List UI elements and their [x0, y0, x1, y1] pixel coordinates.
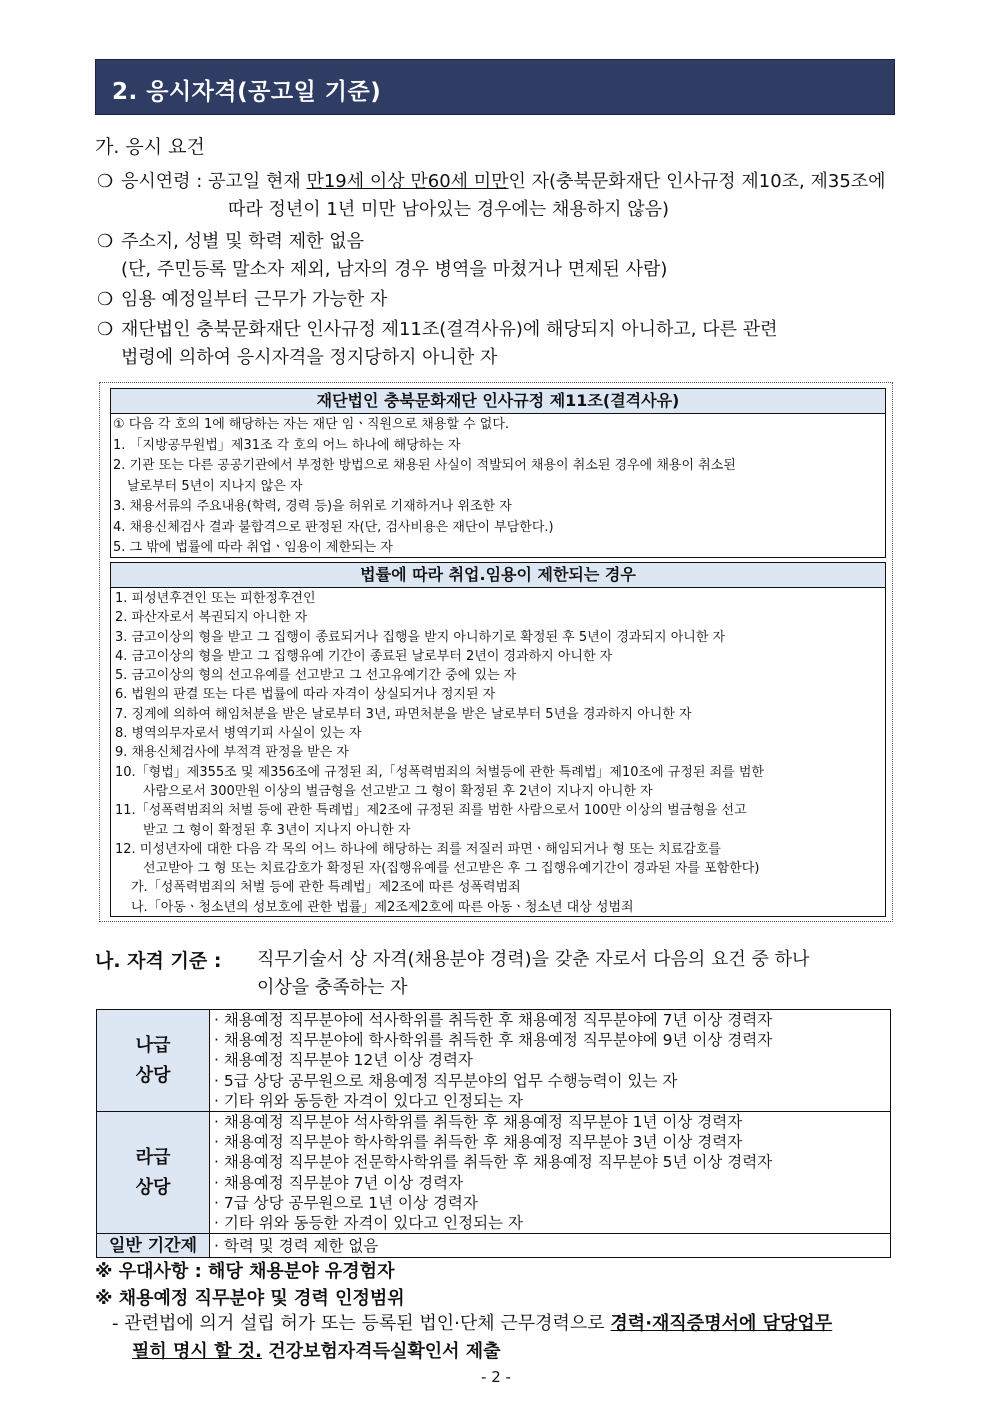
- box2-line: 가.「성폭력범죄의 처벌 등에 관한 특례법」제2조에 따른 성폭력범죄: [131, 880, 521, 896]
- requirement-age: ❍ 응시연령 : 공고일 현재 만19세 이상 만60세 미만인 자(충북문화재단 인사규정 제10조, 제35조에 따라 정년이 1년 미만 남아있는 경우에는 채용하지 않음): [97, 168, 897, 224]
- requirement-no-restriction: ❍ 주소지, 성별 및 학력 제한 없음 (단, 주민등록 말소자 제외, 남자의 경우 병역을 마쳤거나 면제된 사람): [97, 228, 897, 284]
- criteria-cell: · 채용예정 직무분야에 석사학위를 취득한 후 채용예정 직무분야에 7년 이상 경력자 · 채용예정 직무분야에 학사학위를 취득한 후 채용예정 직무분야에 9년 이상 경력자 · 채용예정 직무분야 12년 이상 경력자 · 5급 상당 공무원으로 채용예정 직무분야의 업무 수행능력이 있는 자 · 기타 위와 동등한 자격이 있다고 인정되는 자: [210, 1010, 891, 1112]
- box2-line: 6. 법원의 판결 또는 다른 법률에 따라 자격이 상실되거나 정지된 자: [115, 687, 496, 703]
- box2-line: 1. 피성년후견인 또는 피한정후견인: [115, 591, 316, 606]
- scope-note-title: ※ 채용예정 직무분야 및 경력 인정범위: [95, 1288, 405, 1309]
- page-number: - 2 -: [481, 1368, 511, 1386]
- box2-line: 8. 병역의무자로서 병역기피 사실이 있는 자: [115, 726, 362, 742]
- bullet-symbol: ❍: [97, 289, 114, 310]
- age-range-underlined: 만19세 이상 만60세 미만: [306, 171, 509, 192]
- section-title: 2. 응시자격(공고일 기준): [112, 79, 382, 105]
- requirement-disqualification: ❍ 재단법인 충북문화재단 인사규정 제11조(결격사유)에 해당되지 아니하고, 다른 관련 법령에 의하여 응시자격을 정지당하지 아니한 자: [97, 316, 897, 372]
- disqualification-box-title: 재단법인 충북문화재단 인사규정 제11조(결격사유): [111, 389, 885, 414]
- box1-line: 3. 채용서류의 주요내용(학력, 경력 등)을 허위로 기재하거나 위조한 자: [113, 499, 512, 514]
- employment-restriction-box-title: 법률에 따라 취업.임용이 제한되는 경우: [111, 563, 885, 588]
- bullet-symbol: ❍: [97, 319, 114, 340]
- box2-line: 4. 금고이상의 형을 받고 그 집행유예 기간이 종료된 날로부터 2년이 경과하지 아니한 자: [115, 648, 613, 664]
- box1-line: 1. 「지방공무원법」제31조 각 호의 어느 하나에 해당하는 자: [113, 437, 461, 453]
- employment-restriction-box: [110, 562, 886, 917]
- table-row: [97, 1112, 891, 1234]
- preference-note: ※ 우대사항 : 해당 채용분야 유경험자: [95, 1261, 395, 1282]
- box1-line: ① 다음 각 호의 1에 해당하는 자는 재단 임ㆍ직원으로 채용할 수 없다.: [113, 417, 510, 432]
- scope-emphasis: 필히 명시 할 것.: [132, 1341, 262, 1362]
- box2-line: 9. 채용신체검사에 부적격 판정을 받은 자: [115, 745, 349, 761]
- box1-line: 5. 그 밖에 법률에 따라 취업ㆍ임용이 제한되는 자: [113, 540, 393, 555]
- qualification-description: 직무기술서 상 자격(채용분야 경력)을 갖춘 자로서 다음의 요건 중 하나 이상을 충족하는 자: [257, 949, 810, 998]
- box1-line: 4. 채용신체검사 결과 불합격으로 판정된 자(단, 검사비용은 재단이 부담한다.): [113, 519, 554, 535]
- grade-cell: 일반 기간제: [97, 1234, 210, 1258]
- box2-line: 3. 금고이상의 형을 받고 그 집행이 종료되거나 집행을 받지 아니하기로 확정된 후 5년이 경과되지 아니한 자: [115, 629, 726, 645]
- bullet-symbol: ❍: [97, 231, 114, 252]
- scope-emphasis: 경력·재직증명서에 담당업무: [610, 1313, 833, 1334]
- box2-line: 선고받아 그 형 또는 치료감호가 확정된 자(집행유예를 선고받은 후 그 집행유예기간이 경과된 자를 포함한다): [143, 861, 760, 877]
- subsection-title-a: 가. 응시 요건: [95, 136, 205, 158]
- box1-line: 2. 기관 또는 다른 공공기관에서 부정한 방법으로 채용된 사실이 적발되어 채용이 취소된 경우에 채용이 취소된: [113, 458, 736, 473]
- box2-line: 10.「형법」제355조 및 제356조에 규정된 죄,「성폭력범죄의 처벌등에 관한 특례법」제10조에 규정된 죄를 범한: [115, 764, 764, 780]
- box1-line: 날로부터 5년이 지나지 않은 자: [127, 478, 303, 494]
- regulation-container: [99, 382, 893, 922]
- box2-line: 받고 그 형이 확정된 후 3년이 지나지 아니한 자: [143, 822, 411, 838]
- table-row: [97, 1234, 891, 1258]
- box2-line: 7. 징계에 의하여 해임처분을 받은 날로부터 3년, 파면처분을 받은 날로부터 5년을 경과하지 아니한 자: [115, 706, 692, 722]
- scope-note-body: - 관련법에 의거 설립 허가 또는 등록된 법인·단체 근무경력으로 경력·재직증명서에 담당업무 필히 명시 할 것. 건강보험자격득실확인서 제출: [112, 1313, 833, 1362]
- grade-cell: 라급 상당: [97, 1112, 210, 1234]
- bullet-symbol: ❍: [97, 171, 114, 192]
- table-row: [97, 1010, 891, 1112]
- disqualification-box: [110, 388, 886, 558]
- box2-line: 12. 미성년자에 대한 다음 각 목의 어느 하나에 해당하는 죄를 저질러 파면ㆍ해임되거나 형 또는 치료감호를: [115, 841, 721, 857]
- requirement-availability: ❍ 임용 예정일부터 근무가 가능한 자: [97, 286, 897, 314]
- box2-line: 사람으로서 300만원 이상의 벌금형을 선고받고 그 형이 확정된 후 2년이 지나지 아니한 자: [143, 783, 653, 799]
- box2-line: 11.「성폭력범죄의 처벌 등에 관한 특례법」제2조에 규정된 죄를 범한 사람으로서 100만 이상의 벌금형을 선고: [115, 803, 747, 819]
- box2-line: 5. 금고이상의 형의 선고유예를 선고받고 그 선고유예기간 중에 있는 자: [115, 668, 517, 684]
- criteria-cell: · 채용예정 직무분야 석사학위를 취득한 후 채용예정 직무분야 1년 이상 경력자 · 채용예정 직무분야 학사학위를 취득한 후 채용예정 직무분야 3년 이상 경력자 · 채용예정 직무분야 전문학사학위를 취득한 후 채용예정 직무분야 5년 이상 경력자 · 채용예정 직무분야 7년 이상 경력자 · 7급 상당 공무원으로 1년 이상 경력자 · 기타 위와 동등한 자격이 있다고 인정되는 자: [210, 1112, 891, 1234]
- section-header: [95, 59, 895, 115]
- box2-line: 나.「아동ㆍ청소년의 성보호에 관한 법률」제2조제2호에 따른 아동ㆍ청소년 대상 성범죄: [131, 899, 634, 915]
- grade-cell: 나급 상당: [97, 1010, 210, 1112]
- box2-line: 2. 파산자로서 복권되지 아니한 자: [115, 610, 308, 626]
- subsection-title-b: 나. 자격 기준 :: [95, 950, 222, 972]
- criteria-cell: · 학력 및 경력 제한 없음: [210, 1234, 891, 1258]
- qualification-table: [96, 1009, 891, 1258]
